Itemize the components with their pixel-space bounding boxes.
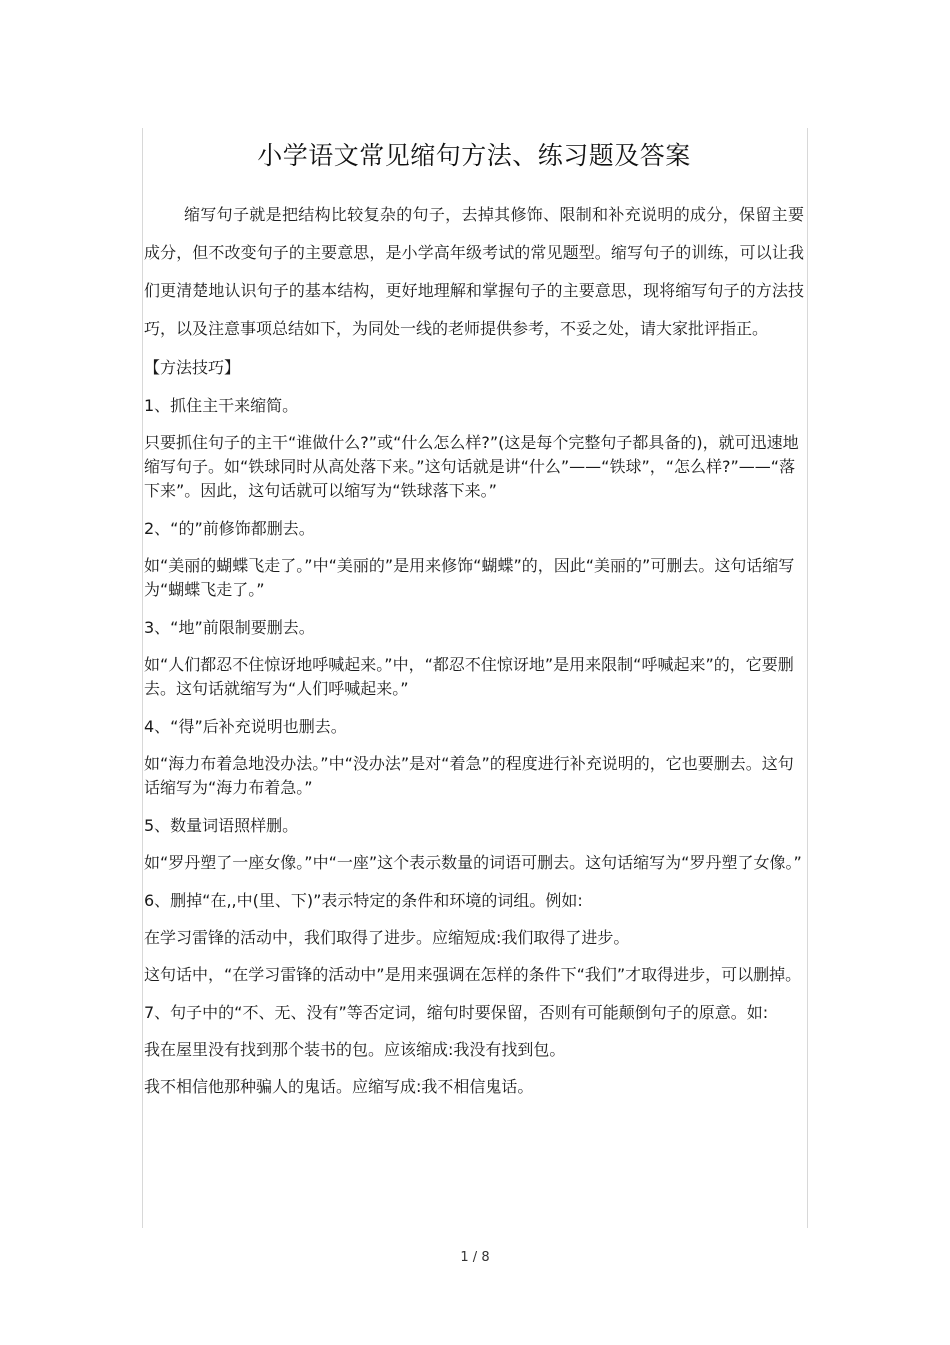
- item-text: 我不相信他那种骗人的鬼话。应缩写成:我不相信鬼话。: [144, 1077, 534, 1096]
- method-item-1: [144, 394, 804, 503]
- item-text: 这句话中，“在学习雷锋的活动中”是用来强调在怎样的条件下“我们”才取得进步，可以删掉。: [144, 965, 802, 984]
- item-title: 6、删掉“在,,中(里、下)”表示特定的条件和环境的词组。例如:: [144, 891, 583, 910]
- item-text: 如“美丽的蝴蝶飞走了。”中“美丽的”是用来修饰“蝴蝶”的，因此“美丽的”可删去。这句话缩写为“蝴蝶飞走了。”: [144, 556, 795, 599]
- item-text: 在学习雷锋的活动中，我们取得了进步。应缩短成:我们取得了进步。: [144, 928, 630, 947]
- method-item-4: [144, 715, 804, 800]
- item-title: 7、句子中的“不、无、没有”等否定词，缩句时要保留，否则有可能颠倒句子的原意。如:: [144, 1003, 769, 1022]
- item-text: 我在屋里没有找到那个装书的包。应该缩成:我没有找到包。: [144, 1040, 566, 1059]
- item-text: 如“海力布着急地没办法。”中“没办法”是对“着急”的程度进行补充说明的，它也要删去。这句话缩写为“海力布着急。”: [144, 754, 794, 797]
- item-text: 只要抓住句子的主干“谁做什么?”或“什么怎么样?”(这是每个完整句子都具备的)，就可迅速地缩写句子。如“铁球同时从高处落下来。”这句话就是讲“什么”——“铁球”，“怎么样?”——“落下来”。因此，这句话就可以缩写为“铁球落下来。”: [144, 433, 799, 500]
- item-text: 如“人们都忍不住惊讶地呼喊起来。”中，“都忍不住惊讶地”是用来限制“呼喊起来”的，它要删去。这句话就缩写为“人们呼喊起来。”: [144, 655, 794, 698]
- method-item-3: [144, 616, 804, 701]
- method-item-5: [144, 814, 804, 875]
- item-title: 5、数量词语照样删。: [144, 816, 299, 835]
- page-number: 1 / 8: [460, 1250, 490, 1265]
- item-title: 3、“地”前限制要删去。: [144, 618, 315, 637]
- item-title: 1、抓住主干来缩简。: [144, 396, 299, 415]
- item-text: 如“罗丹塑了一座女像。”中“一座”这个表示数量的词语可删去。这句话缩写为“罗丹塑了女像。”: [144, 853, 802, 872]
- section-header: 【方法技巧】: [144, 358, 241, 377]
- document-title: 小学语文常见缩句方法、练习题及答案: [257, 141, 691, 170]
- item-title: 2、“的”前修饰都删去。: [144, 519, 315, 538]
- item-title: 4、“得”后补充说明也删去。: [144, 717, 347, 736]
- intro-paragraph: 缩写句子就是把结构比较复杂的句子，去掉其修饰、限制和补充说明的成分，保留主要成分，但不改变句子的主要意思，是小学高年级考试的常见题型。缩写句子的训练，可以让我们更清楚地认识句子的基本结构，更好地理解和掌握句子的主要意思，现将缩写句子的方法技巧，以及注意事项总结如下，为同处一线的老师提供参考，不妥之处，请大家批评指正。: [144, 205, 804, 338]
- method-item-6: [144, 889, 804, 987]
- method-item-7: [144, 1001, 804, 1099]
- method-item-2: [144, 517, 804, 602]
- document-body: [144, 128, 804, 1099]
